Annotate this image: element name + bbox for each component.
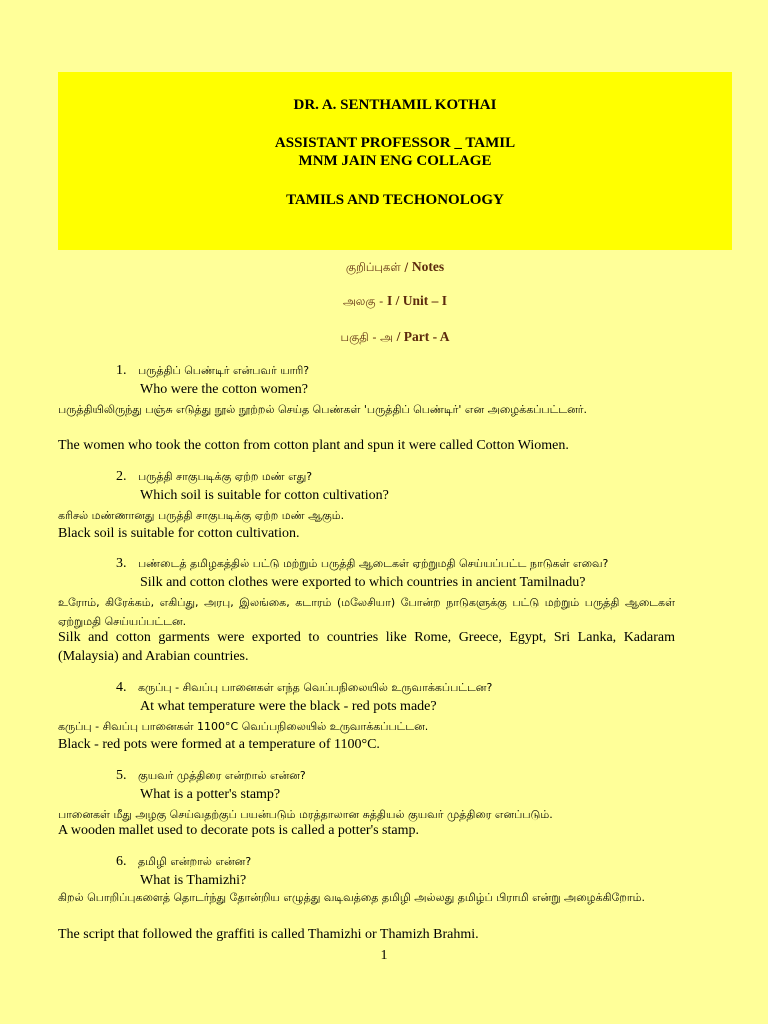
part-heading-tamil: பகுதி - அ [340, 330, 397, 344]
question-number: 2. [116, 469, 127, 484]
answer-english: A wooden mallet used to decorate pots is called a potter's stamp. [58, 823, 419, 838]
notes-heading-tamil: குறிப்புகள் / [345, 260, 412, 274]
unit-heading [58, 292, 732, 310]
header-banner [58, 72, 732, 250]
question-number: 1. [116, 363, 127, 378]
answer-tamil: பானைகள் மீது அழகு செய்வதற்குப் பயன்படும் மரத்தாலான சுத்தியல் குயவர் முத்திரை எனப்படும். [58, 808, 553, 821]
question-english: Silk and cotton clothes were exported to which countries in ancient Tamilnadu? [140, 575, 586, 590]
question-tamil: குயவர் முத்திரை என்றால் என்ன? [138, 769, 306, 782]
question-tamil: கருப்பு - சிவப்பு பானைகள் எந்த வெப்பநிலையில் உருவாக்கப்பட்டன? [138, 681, 493, 694]
question-english: What is a potter's stamp? [140, 787, 281, 802]
college-name: MNM JAIN ENG COLLAGE [298, 153, 492, 169]
question-english: Which soil is suitable for cotton cultivation? [140, 488, 389, 503]
author-name: DR. A. SENTHAMIL KOTHAI [293, 97, 497, 113]
question-tamil: பருத்திப் பெண்டிர் என்பவர் யாரி? [138, 364, 310, 377]
question-number: 5. [116, 768, 127, 783]
notes-heading [58, 258, 732, 276]
answer-tamil: பருத்தியிலிருந்து பஞ்சு எடுத்து நூல் நூற்றல் செய்த பெண்கள் 'பருத்திப் பெண்டிர்' என அழைக்கப்பட்டனர். [58, 403, 588, 416]
part-heading [58, 328, 732, 346]
question-tamil: பண்டைத் தமிழகத்தில் பட்டு மற்றும் பருத்தி ஆடைகள் ஏற்றுமதி செய்யப்பட்ட நாடுகள் எவை? [138, 557, 609, 570]
question-number: 3. [116, 556, 127, 571]
author-title: ASSISTANT PROFESSOR _ TAMIL [274, 135, 516, 151]
question-english: At what temperature were the black - red pots made? [140, 699, 437, 714]
notes-heading-english: Notes [411, 259, 445, 274]
part-heading-english: / Part - A [396, 329, 450, 344]
answer-english: Black soil is suitable for cotton cultivation. [58, 526, 300, 541]
question-number: 4. [116, 680, 127, 695]
unit-heading-tamil: அலகு - [343, 294, 387, 308]
answer-english: Black - red pots were formed at a temperature of 1100°C. [58, 737, 380, 752]
question-tamil: தமிழி என்றால் என்ன? [138, 855, 252, 868]
answer-tamil: கிறல் பொறிப்புகளைத் தொடர்ந்து தோன்றிய எழுத்து வடிவத்தை தமிழி அல்லது தமிழ்ப் பிராமி என்று அழைக்கிறோம். [58, 891, 645, 904]
question-english: Who were the cotton women? [140, 382, 308, 397]
answer-english: The script that followed the graffiti is called Thamizhi or Thamizh Brahmi. [58, 927, 479, 942]
answer-tamil: கருப்பு - சிவப்பு பானைகள் 1100°C வெப்பநிலையில் உருவாக்கப்பட்டன. [58, 720, 429, 733]
course-title: TAMILS AND TECHONOLOGY [286, 192, 504, 208]
question-tamil: பருத்தி சாகுபடிக்கு ஏற்ற மண் எது? [138, 470, 313, 483]
question-english: What is Thamizhi? [140, 873, 247, 888]
answer-english: The women who took the cotton from cotton plant and spun it were called Cotton Wiomen. [58, 438, 569, 453]
page-number: 1 [380, 948, 388, 963]
unit-heading-english: I / Unit – I [386, 293, 447, 308]
answer-english: Silk and cotton garments were exported to countries like Rome, Greece, Egypt, Sri Lanka, Kadaram (Malaysia) and Arabian countries. [58, 630, 675, 664]
answer-tamil: உரோம், கிரேக்கம், எகிப்து, அரபு, இலங்கை, கடாரம் (மலேசியா) போன்ற நாடுகளுக்கு பட்டு மற்றும் பருத்தி ஆடைகள் ஏற்றுமதி செய்யப்பட்டன. [58, 596, 675, 628]
question-number: 6. [116, 854, 127, 869]
answer-tamil: கரிசல் மண்ணானது பருத்தி சாகுபடிக்கு ஏற்ற மண் ஆகும். [58, 509, 345, 522]
